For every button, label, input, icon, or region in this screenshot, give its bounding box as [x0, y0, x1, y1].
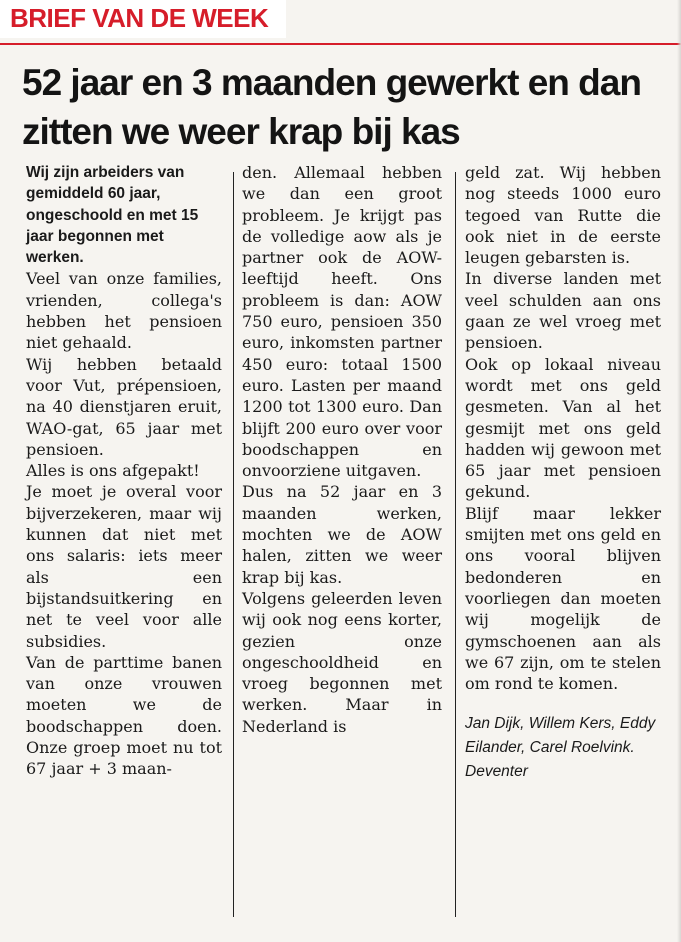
paragraph: Alles is ons afgepakt! [26, 461, 200, 481]
paragraph: Van de parttime banen van onze vrouwen moeten we de boodschappen doen. Onze groep moet nu tot 67 jaar + 3 maan- [26, 652, 222, 779]
paragraph: Veel van onze families, vrienden, collega's hebben het pensioen niet gehaald. [26, 269, 222, 353]
lead-paragraph: Wij zijn arbeiders van gemiddeld 60 jaar, ongeschoold en met 15 jaar begonnen met werken. [26, 164, 199, 267]
paragraph: Dus na 52 jaar en 3 maanden werken, mochten we de AOW halen, zitten we weer krap bij kas. [242, 482, 442, 587]
paragraph: den. Allemaal hebben we dan een groot probleem. Je krijgt pas de volledige aow als je partner ook de AOW-leeftijd heeft. Ons probleem is dan: AOW 750 euro, pensioen 350 euro, inkomsten partner 450 euro: totaal 1500 euro. Lasten per maand 1200 tot 1300 euro. Dan blijft 200 euro over voor boodschappen en onvoorziene uitgaven. [242, 163, 442, 481]
paragraph: Blijf maar lekker smijten met ons geld en ons vooral blijven bedonderen en voorliegen dan moeten wij mogelijk de gymschoenen aan als we 67 zijn, om te stelen om rond te komen. [465, 503, 661, 694]
paragraph: geld zat. Wij hebben nog steeds 1000 euro tegoed van Rutte die ook niet in de eerste leugen gebarsten is. [465, 163, 661, 268]
letter-signature: Jan Dijk, Willem Kers, Eddy Eilander, Carel Roelvink. Deventer [465, 715, 656, 781]
column-divider-1 [233, 172, 234, 917]
paragraph: Ook op lokaal niveau wordt met ons geld gesmeten. Van al het gesmijt met ons geld hadden wij gewoon met 65 jaar met pensioen gekund. [465, 354, 661, 502]
kicker-box [0, 0, 286, 38]
article-column-1 [26, 162, 222, 930]
page-edge-shadow [677, 0, 681, 942]
paragraph: Wij hebben betaald voor Vut, prépensioen, na 40 dienstjaren eruit, WAO-gat, 65 jaar met pensioen. [26, 354, 222, 459]
paragraph: Je moet je overal voor bijverzekeren, maar wij kunnen dat niet met ons salaris: iets meer als een bijstandsuitkering en net te veel voor alle subsidies. [26, 482, 222, 651]
column-divider-2 [455, 172, 456, 917]
section-kicker: BRIEF VAN DE WEEK [10, 3, 269, 33]
paragraph: Volgens geleerden leven wij ook nog eens korter, gezien onze ongeschooldheid en vroeg begonnen met werken. Maar in Nederland is [242, 588, 442, 736]
paragraph: In diverse landen met veel schulden aan ons gaan ze wel vroeg met pensioen. [465, 269, 661, 353]
article-headline: 52 jaar en 3 maanden gewerkt en dan zitten we weer krap bij kas [22, 62, 641, 152]
header-rule [0, 43, 681, 45]
section-header [0, 0, 681, 46]
article-column-3 [465, 162, 661, 930]
article-column-2 [242, 162, 442, 930]
